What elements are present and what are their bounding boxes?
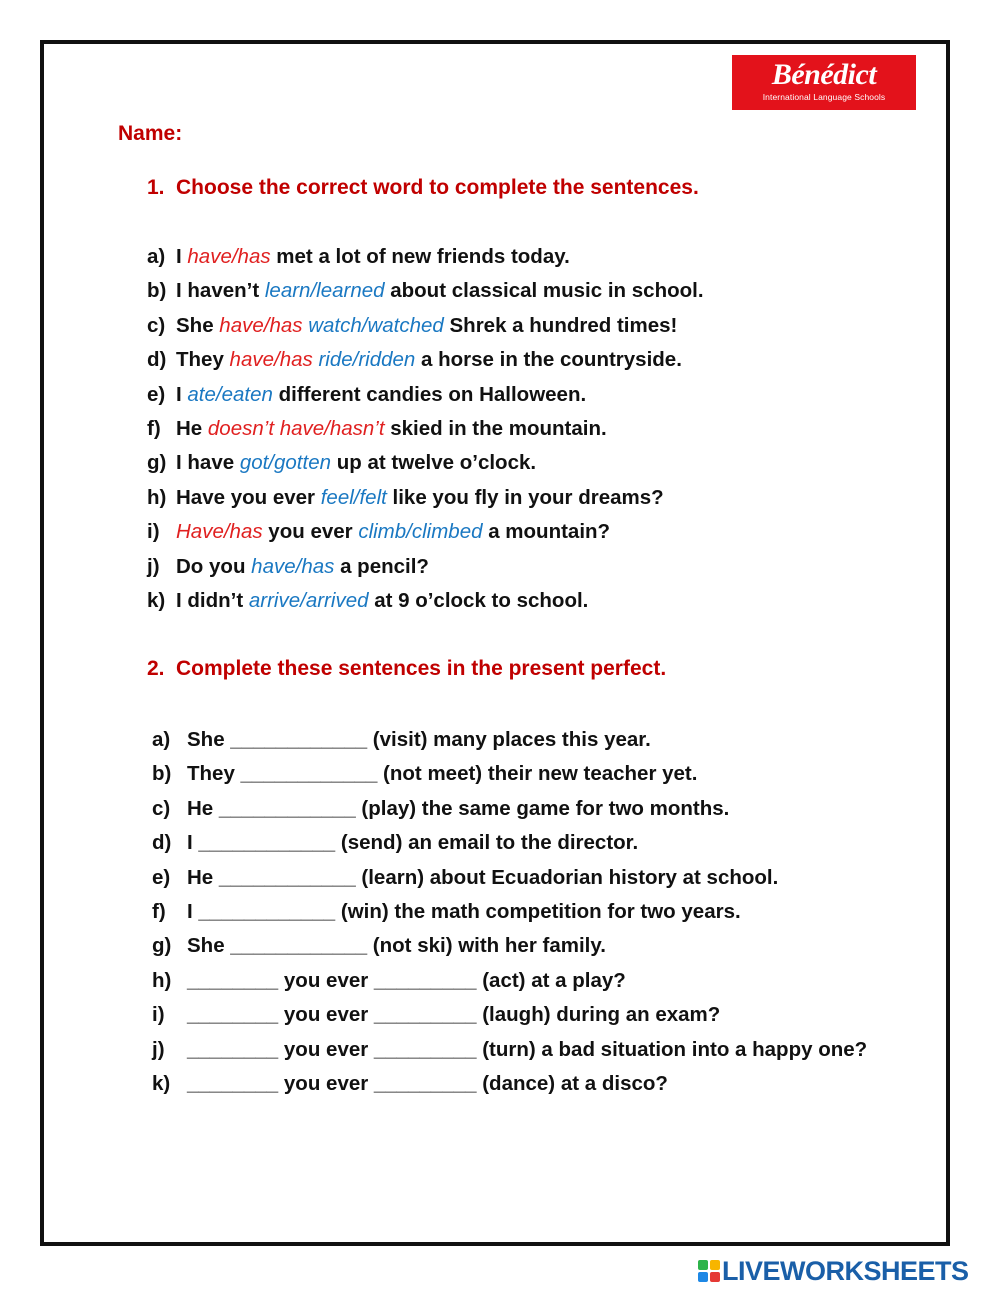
exercise2-number: 2. [147, 657, 165, 680]
item-letter: g) [147, 451, 167, 475]
answer-option[interactable]: have/has [229, 348, 313, 372]
sentence-text: you ever [262, 520, 359, 544]
exercise2-item [152, 723, 887, 757]
exercise1-item [147, 311, 704, 345]
exercise1-number: 1. [147, 176, 165, 199]
item-letter: k) [147, 588, 166, 612]
item-letter: e) [152, 865, 171, 889]
exercise2-item [152, 792, 887, 826]
exercise1-item [147, 345, 704, 379]
exercise1-title: Choose the correct word to complete the sentences. [176, 176, 699, 199]
item-letter: b) [147, 279, 167, 303]
sentence-text: a pencil? [334, 554, 429, 578]
exercise2-item [152, 895, 887, 929]
fill-in-sentence[interactable]: ________ you ever _________ (act) at a play? [187, 968, 626, 992]
name-label: Name: [118, 122, 183, 145]
sentence-text: up at twelve o’clock. [331, 451, 537, 475]
item-letter: c) [152, 796, 171, 820]
liveworksheets-brand: LIVEWORKSHEETS [722, 1256, 969, 1286]
exercise2-item [152, 929, 887, 963]
exercise1-item [147, 414, 704, 448]
sentence-text: a mountain? [482, 520, 611, 544]
item-letter: h) [152, 968, 172, 992]
fill-in-sentence[interactable]: They ____________ (not meet) their new teacher yet. [187, 762, 698, 786]
answer-option[interactable]: watch/watched [308, 313, 444, 337]
exercise1-item [147, 242, 704, 276]
sentence-text: Do you [176, 554, 252, 578]
sentence-text: I [176, 382, 188, 406]
fill-in-sentence[interactable]: I ____________ (send) an email to the director. [187, 831, 639, 855]
answer-option[interactable]: have/has [187, 245, 271, 268]
item-letter: i) [147, 520, 160, 544]
exercise2-list [152, 723, 887, 1101]
exercise2-item [152, 1067, 887, 1101]
exercise2-item [152, 998, 887, 1032]
item-letter: f) [152, 900, 166, 924]
fill-in-sentence[interactable]: I ____________ (win) the math competition for two years. [187, 900, 741, 924]
item-letter: i) [152, 1003, 165, 1027]
exercise2-item [152, 964, 887, 998]
fill-in-sentence[interactable]: ________ you ever _________ (turn) a bad situation into a happy one? [187, 1037, 868, 1061]
benedict-logo [732, 55, 916, 110]
item-letter: b) [152, 762, 172, 786]
fill-in-sentence[interactable]: ________ you ever _________ (laugh) during an exam? [187, 1003, 721, 1027]
item-letter: h) [147, 485, 167, 509]
exercise2-item [152, 826, 887, 860]
fill-in-sentence[interactable]: He ____________ (play) the same game for two months. [187, 796, 730, 820]
exercise2-heading [147, 655, 666, 683]
item-letter: f) [147, 416, 161, 440]
exercise2-item [152, 1033, 887, 1067]
exercise1-item [147, 276, 704, 310]
item-letter: a) [152, 728, 171, 751]
answer-option[interactable]: climb/climbed [358, 520, 483, 544]
exercise1-item [147, 448, 704, 482]
item-letter: c) [147, 313, 166, 337]
exercise1-list [147, 242, 704, 620]
fill-in-sentence[interactable]: He ____________ (learn) about Ecuadorian history at school. [187, 865, 779, 889]
sentence-text: a horse in the countryside. [415, 348, 682, 372]
answer-option[interactable]: got/gotten [239, 451, 332, 475]
exercise2-title: Complete these sentences in the present perfect. [176, 657, 667, 680]
item-letter: j) [152, 1037, 165, 1061]
answer-option[interactable]: Have/has [176, 520, 263, 544]
sentence-text: at 9 o’clock to school. [368, 588, 589, 612]
liveworksheets-footer [698, 1256, 998, 1286]
exercise1-heading [147, 174, 699, 202]
logo-brand: Bénédict [771, 58, 877, 91]
answer-option[interactable]: arrive/arrived [248, 588, 369, 612]
item-letter: a) [147, 245, 166, 268]
answer-option[interactable]: ate/eaten [187, 382, 273, 406]
exercise1-item [147, 380, 704, 414]
item-letter: d) [147, 348, 167, 372]
logo-square [710, 1260, 720, 1270]
sentence-text: Shrek a hundred times! [443, 313, 678, 337]
sentence-text: He [176, 416, 208, 440]
fill-in-sentence[interactable]: She ____________ (not ski) with her family. [187, 934, 606, 958]
item-letter: g) [152, 934, 172, 958]
exercise1-item [147, 483, 704, 517]
sentence-text: I haven’t [176, 279, 265, 303]
logo-subtitle: International Language Schools [762, 92, 886, 102]
sentence-text: about classical music in school. [384, 279, 704, 303]
exercise2-item [152, 757, 887, 791]
answer-option[interactable]: feel/felt [320, 485, 387, 509]
item-letter: d) [152, 831, 172, 855]
sentence-text: skied in the mountain. [384, 416, 607, 440]
answer-option[interactable]: ride/ridden [318, 348, 416, 372]
logo-square [698, 1260, 708, 1270]
logo-square [698, 1272, 708, 1282]
sentence-text: She [176, 313, 220, 337]
sentence-text: I have [176, 451, 240, 475]
sentence-text: different candies on Halloween. [272, 382, 587, 406]
item-letter: j) [147, 554, 160, 578]
sentence-text: like you fly in your dreams? [386, 485, 664, 509]
liveworksheets-logo-icon [698, 1260, 720, 1282]
logo-square [710, 1272, 720, 1282]
answer-option[interactable]: have/has [219, 313, 303, 337]
fill-in-sentence[interactable]: ________ you ever _________ (dance) at a disco? [187, 1072, 668, 1096]
item-letter: e) [147, 382, 166, 406]
sentence-text: I didn’t [176, 588, 249, 612]
sentence-text: Have you ever [176, 485, 321, 509]
exercise1-item [147, 552, 704, 586]
answer-option[interactable]: learn/learned [264, 279, 385, 303]
answer-option[interactable]: doesn’t have/hasn’t [207, 416, 385, 440]
sentence-text: met a lot of new friends today. [270, 245, 570, 268]
answer-option[interactable]: have/has [251, 554, 335, 578]
exercise2-item [152, 861, 887, 895]
item-letter: k) [152, 1072, 171, 1096]
exercise1-item [147, 586, 704, 620]
exercise1-item [147, 517, 704, 551]
sentence-text: I [176, 245, 188, 268]
sentence-text: They [176, 348, 230, 372]
fill-in-sentence[interactable]: She ____________ (visit) many places this year. [187, 728, 651, 751]
